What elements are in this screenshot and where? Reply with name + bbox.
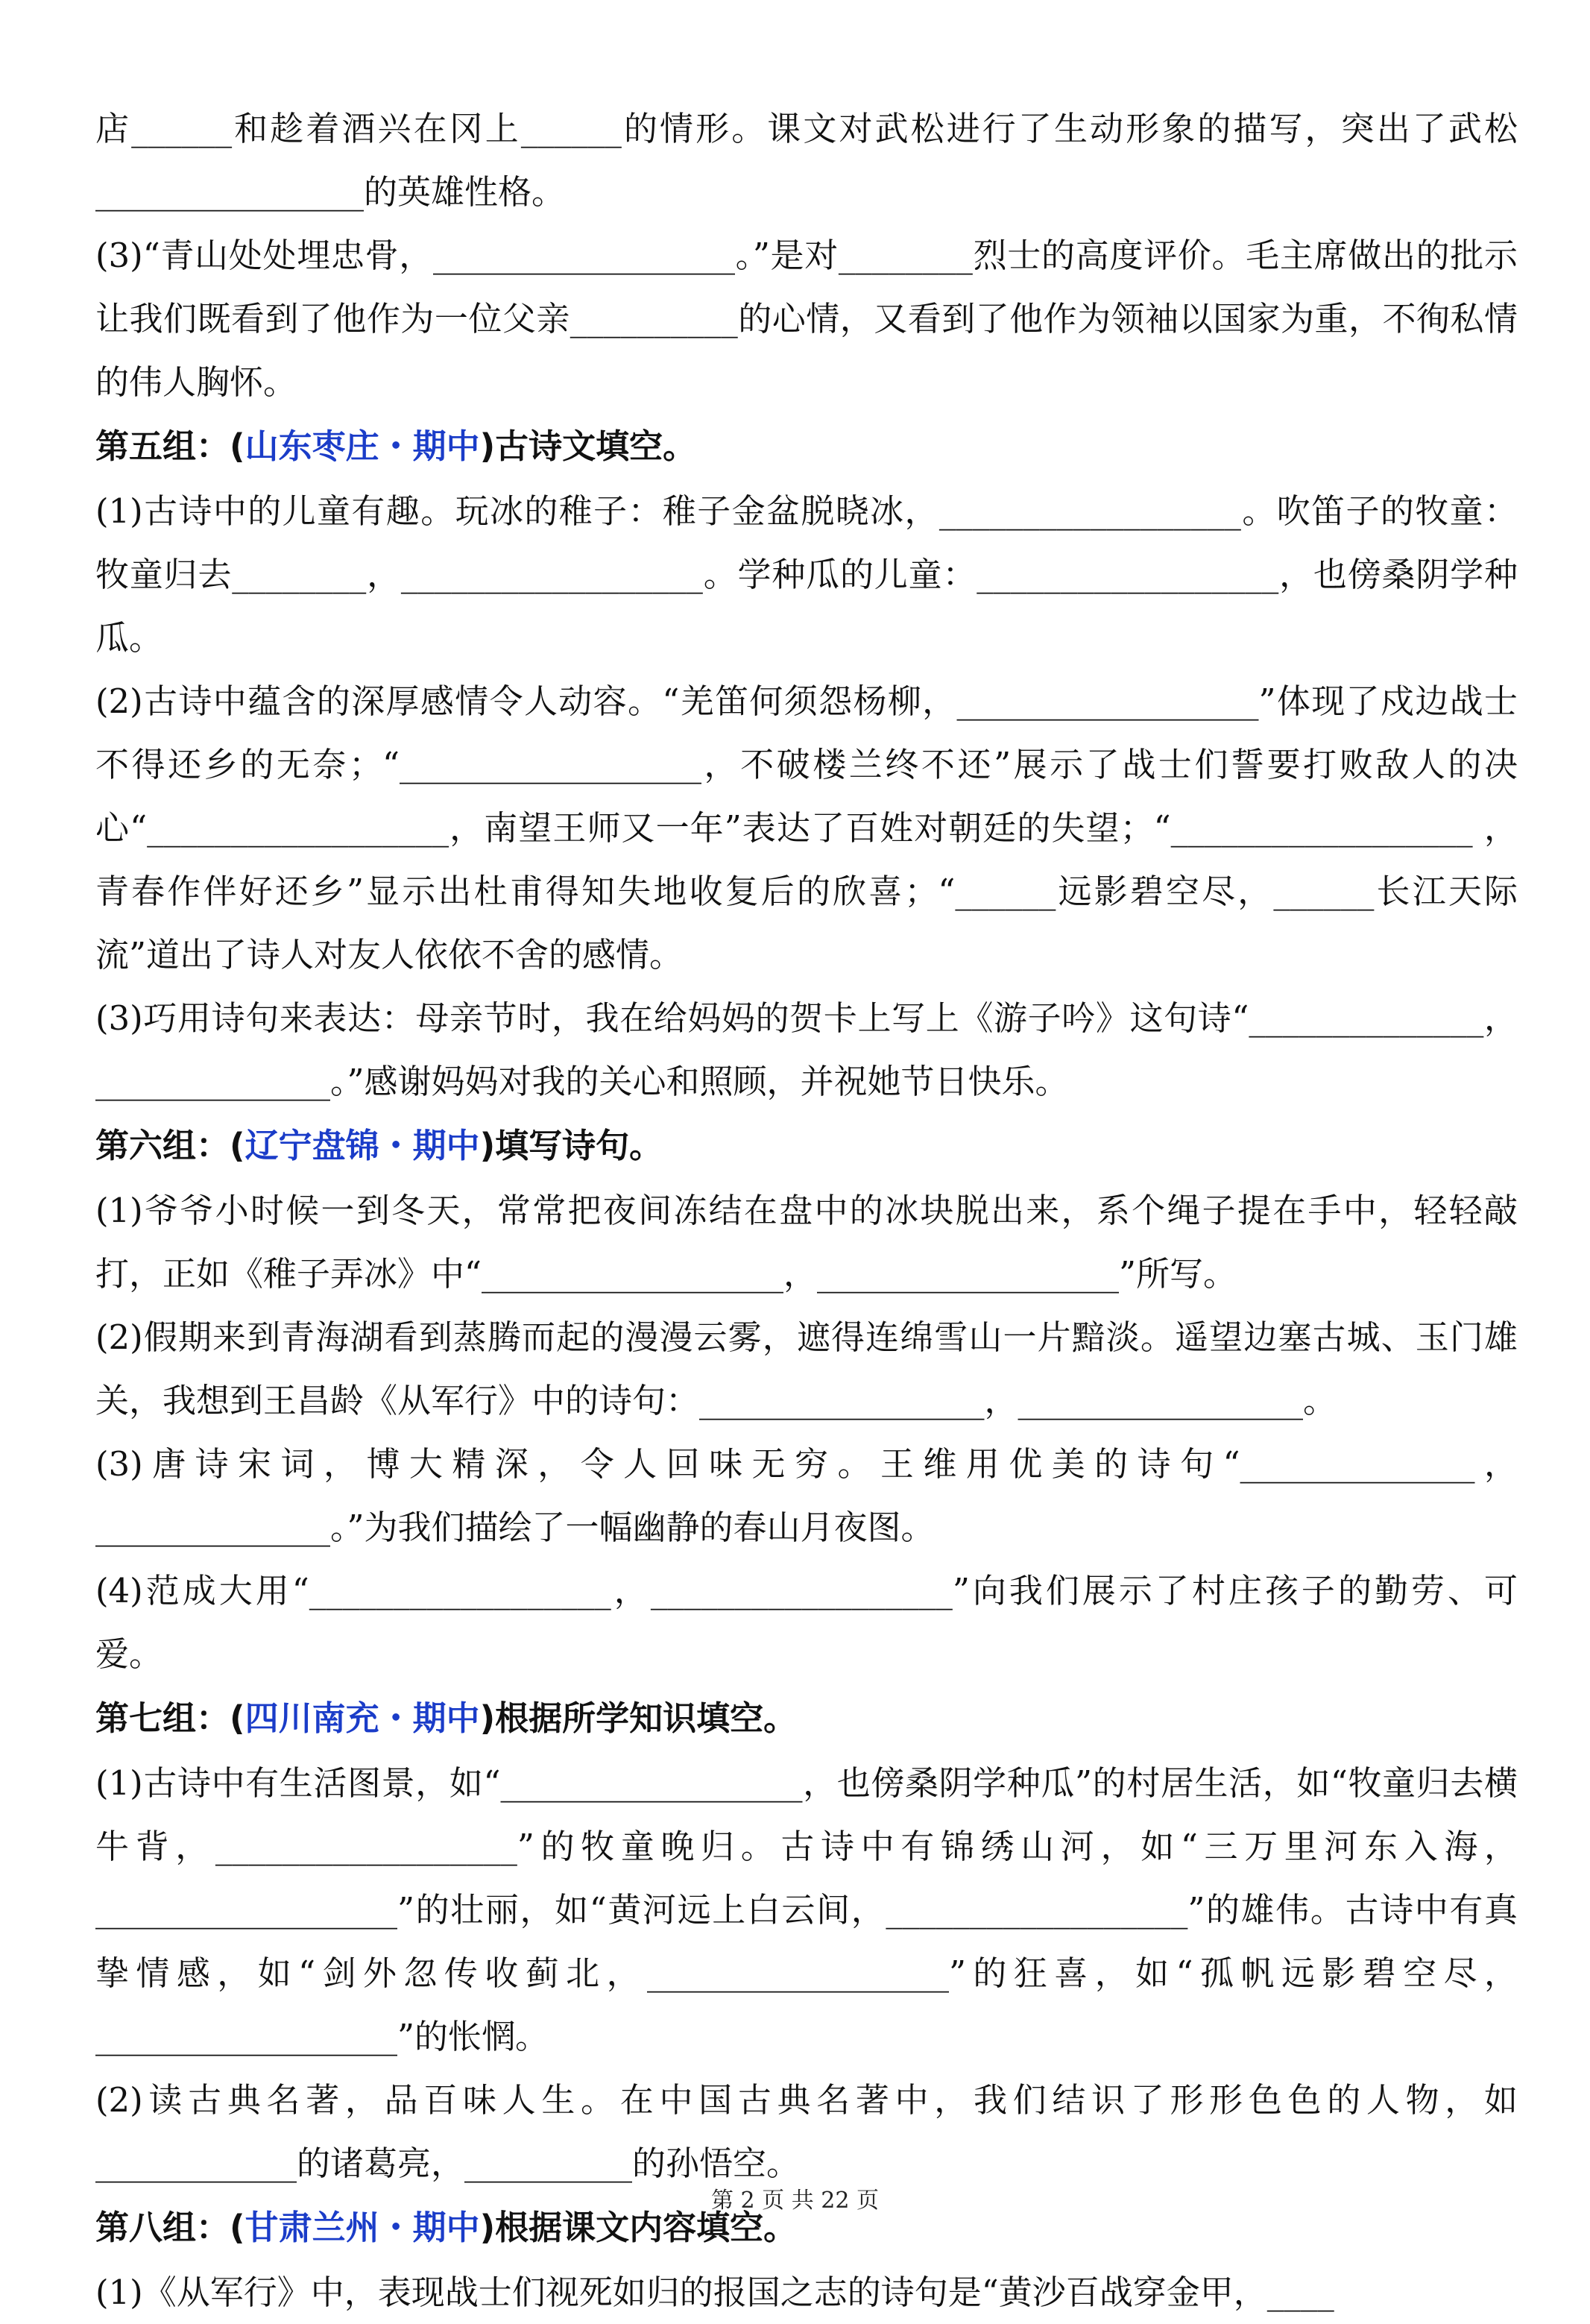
section-heading [95,1113,1518,1179]
region-label: 山东枣庄・期中 [245,426,480,466]
region-label: 甘肃兰州・期中 [245,2208,480,2247]
question-item: (1)《从军行》中，表现战士们视死如归的报国之志的诗句是“黄沙百战穿金甲，____ [95,2273,1334,2312]
question-item: (4)范成大用“__________________，__________________”向我们展示了村庄孩子的勤劳、可爱。 [95,1571,1518,1674]
question-item: (2)读古典名著，品百味人生。在中国古典名著中，我们结识了形形色色的人物，如____________的诸葛亮，__________的孙悟空。 [95,2080,1518,2183]
paragraph: (3)“青山处处埋忠骨，__________________。”是对________烈士的高度评价。毛主席做出的批示让我们既看到了他作为一位父亲__________的心情，又看到了他作为领袖以国家为重，不徇私情的伟人胸怀。 [95,236,1518,402]
heading-suffix: )古诗文填空。 [479,426,697,466]
heading-prefix: 第六组：( [95,1126,245,1165]
region-label: 四川南充・期中 [245,1698,480,1738]
question-item: (2)假期来到青海湖看到蒸腾而起的漫漫云雾，遮得连绵雪山一片黯淡。遥望边塞古城、玉门雄关，我想到王昌龄《从军行》中的诗句：_________________，_________________。 [95,1317,1518,1420]
question-item: (3)唐诗宋词，博大精深，令人回味无穷。王维用优美的诗句“______________，______________。”为我们描绘了一幅幽静的春山月夜图。 [95,1444,1518,1547]
heading-suffix: )根据所学知识填空。 [479,1698,798,1738]
section-heading [95,1686,1518,1751]
heading-prefix: 第五组：( [95,426,245,466]
question-item: (1)爷爷小时候一到冬天，常常把夜间冻结在盘中的冰块脱出来，系个绳子提在手中，轻轻敲打，正如《稚子弄冰》中“__________________，__________________”所写。 [95,1191,1518,1294]
heading-suffix: )根据课文内容填空。 [479,2208,798,2247]
page-content [95,97,1518,2324]
question-item: (1)古诗中有生活图景，如“__________________，也傍桑阴学种瓜”的村居生活，如“牧童归去横牛背，__________________”的牧童晚归。古诗中有锦绣山河，如“三万里河东入海，__________________”的壮丽，如“黄河远上白云间，__________________”的雄伟。古诗中有真挚情感，如“剑外忽传收蓟北，__________________”的狂喜，如“孤帆远影碧空尽，__________________”的怅惘。 [95,1763,1518,2056]
section-heading [95,414,1518,479]
question-item: (3)巧用诗句来表达：母亲节时，我在给妈妈的贺卡上写上《游子吟》这句诗“______________，______________。”感谢妈妈对我的关心和照顾，并祝她节日快乐。 [95,998,1518,1101]
question-item: (1)古诗中的儿童有趣。玩冰的稚子：稚子金盆脱晓冰，__________________。吹笛子的牧童：牧童归去________，__________________。学种瓜的儿童：__________________，也傍桑阴学种瓜。 [95,491,1518,658]
page-footer: 第 2 页 共 22 页 [711,2188,879,2214]
heading-prefix: 第七组：( [95,1698,245,1738]
question-item: (2)古诗中蕴含的深厚感情令人动容。“羌笛何须怨杨柳，__________________”体现了戍边战士不得还乡的无奈；“__________________，不破楼兰终不还”展示了战士们誓要打败敌人的决心“__________________，南望王师又一年”表达了百姓对朝廷的失望；“__________________ ，青春作伴好还乡”显示出杜甫得知失地收复后的欣喜；“______远影碧空尽，______长江天际流”道出了诗人对友人依依不舍的感情。 [95,681,1518,974]
region-label: 辽宁盘锦・期中 [245,1126,480,1165]
paragraph: 店______和趁着酒兴在冈上______的情形。课文对武松进行了生动形象的描写，突出了武松________________的英雄性格。 [95,109,1518,212]
heading-prefix: 第八组：( [95,2208,245,2247]
heading-suffix: )填写诗句。 [479,1126,663,1165]
